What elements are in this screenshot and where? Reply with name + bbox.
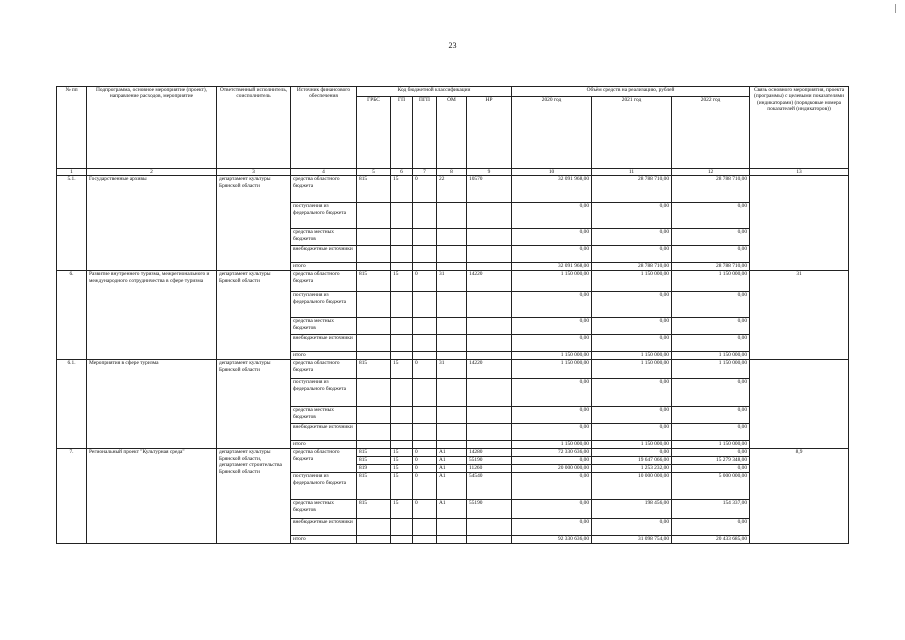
code-cell: 15 — [391, 271, 413, 292]
code-cell: 815 — [357, 176, 391, 203]
code-cell: 0 — [413, 176, 437, 203]
code-cell: 31 — [437, 271, 467, 292]
amount-cell: 198 456,00 — [592, 500, 672, 519]
col-index: 3 — [217, 169, 291, 176]
total-amount: 20 433 685,00 — [672, 536, 750, 544]
col-index: 4 — [291, 169, 357, 176]
header-source: Источник финансового обеспечения — [291, 87, 357, 169]
row-responsible: департамент культуры Брянской области, департамент строительства Брянской области — [217, 449, 291, 544]
amount-cell: 28 788 710,00 — [592, 176, 672, 203]
total-amount: 1 150 000,00 — [512, 352, 592, 360]
amount-cell: 1 150 000,00 — [592, 360, 672, 379]
header-om: ОМ — [437, 97, 467, 169]
source-cell: поступления из федерального бюджета — [291, 292, 357, 318]
code-cell: A1 — [437, 449, 467, 457]
source-cell: средства местных бюджетов — [291, 407, 357, 424]
code-cell: 55190 — [467, 457, 512, 465]
amount-cell: 0,00 — [672, 519, 750, 536]
amount-cell: 0,00 — [672, 318, 750, 335]
code-cell: 14220 — [467, 360, 512, 379]
link-cell: 8,9 — [750, 449, 849, 544]
code-cell: 815 — [357, 500, 391, 519]
source-cell: средства областного бюджета — [291, 449, 357, 473]
code-cell: A1 — [437, 500, 467, 519]
code-cell: 31 — [437, 360, 467, 379]
code-cell: 0 — [413, 473, 437, 500]
table-row — [57, 176, 849, 203]
code-cell: 0 — [413, 271, 437, 292]
amount-cell: 0,00 — [672, 449, 750, 457]
amount-cell: 0,00 — [512, 457, 592, 465]
amount-cell: 0,00 — [592, 407, 672, 424]
code-cell: 15 — [391, 500, 413, 519]
amount-cell: 1 150 000,00 — [672, 360, 750, 379]
code-cell: 54540 — [467, 473, 512, 500]
col-index: 11 — [592, 169, 672, 176]
total-amount: 28 788 710,00 — [672, 263, 750, 271]
amount-cell: 0,00 — [592, 424, 672, 441]
amount-cell: 28 788 710,00 — [672, 176, 750, 203]
col-index: 7 — [413, 169, 437, 176]
amount-cell: 0,00 — [672, 424, 750, 441]
code-cell: 815 — [357, 457, 391, 465]
amount-cell: 0,00 — [592, 229, 672, 246]
code-cell: 11260 — [467, 465, 512, 473]
amount-cell: 0,00 — [672, 246, 750, 263]
code-cell: 815 — [357, 360, 391, 379]
amount-cell: 32 091 968,00 — [512, 176, 592, 203]
code-cell: 0 — [413, 449, 437, 457]
total-amount: 1 150 000,00 — [672, 352, 750, 360]
amount-cell: 0,00 — [512, 519, 592, 536]
source-cell: внебюджетные источники — [291, 335, 357, 352]
source-cell: внебюджетные источники — [291, 246, 357, 263]
amount-cell: 0,00 — [672, 407, 750, 424]
row-number: 7. — [57, 449, 87, 544]
total-amount: 92 330 636,00 — [512, 536, 592, 544]
code-cell: 0 — [413, 500, 437, 519]
source-cell: средства областного бюджета — [291, 176, 357, 203]
row-responsible: департамент культуры Брянской области — [217, 271, 291, 360]
col-index: 2 — [87, 169, 217, 176]
amount-cell: 0,00 — [512, 246, 592, 263]
amount-cell: 154 337,00 — [672, 500, 750, 519]
link-cell: 31 — [750, 271, 849, 360]
amount-cell: 72 330 636,00 — [512, 449, 592, 457]
amount-cell: 0,00 — [592, 246, 672, 263]
source-cell: средства местных бюджетов — [291, 500, 357, 519]
table-row — [57, 449, 849, 457]
code-cell: 22 — [437, 176, 467, 203]
code-cell: A1 — [437, 465, 467, 473]
code-cell: 0 — [413, 465, 437, 473]
code-cell: 15 — [391, 465, 413, 473]
amount-cell: 0,00 — [672, 379, 750, 407]
total-amount: 28 788 710,00 — [592, 263, 672, 271]
table-row — [57, 360, 849, 379]
header-budget-code: Код бюджетной классификации — [357, 87, 512, 97]
code-cell: 819 — [357, 465, 391, 473]
col-index: 9 — [467, 169, 512, 176]
amount-cell: 0,00 — [512, 379, 592, 407]
header-2021: 2021 год — [592, 97, 672, 169]
header-link: Связь основного мероприятия, проекта (программы) с целевыми показателями (индикаторами) (порядковые номера показателей (индикаторов)) — [750, 87, 849, 169]
amount-cell: 0,00 — [592, 335, 672, 352]
amount-cell: 0,00 — [512, 292, 592, 318]
page-edge-mark — [895, 4, 896, 13]
row-responsible: департамент культуры Брянской области — [217, 176, 291, 271]
code-cell: 0 — [413, 360, 437, 379]
amount-cell: 0,00 — [512, 203, 592, 229]
amount-cell: 0,00 — [592, 379, 672, 407]
table-row — [57, 271, 849, 292]
code-cell: 55190 — [467, 500, 512, 519]
amount-cell: 19 647 066,00 — [592, 457, 672, 465]
code-cell: A1 — [437, 457, 467, 465]
source-cell: итого — [291, 263, 357, 271]
budget-table — [56, 86, 849, 544]
amount-cell: 0,00 — [512, 407, 592, 424]
source-cell: поступления из федерального бюджета — [291, 473, 357, 500]
col-index: 10 — [512, 169, 592, 176]
amount-cell: 0,00 — [672, 292, 750, 318]
source-cell: средства областного бюджета — [291, 360, 357, 379]
amount-cell: 15 279 348,00 — [672, 457, 750, 465]
amount-cell: 0,00 — [512, 229, 592, 246]
code-cell: 0 — [413, 457, 437, 465]
amount-cell: 0,00 — [672, 335, 750, 352]
header-nr: НР — [467, 97, 512, 169]
row-title: Мероприятия в сфере туризма — [87, 360, 217, 449]
col-index: 8 — [437, 169, 467, 176]
total-amount: 32 091 968,00 — [512, 263, 592, 271]
header-responsible: Ответственный исполнитель, соисполнитель — [217, 87, 291, 169]
amount-cell: 0,00 — [512, 318, 592, 335]
row-number: 6.1. — [57, 360, 87, 449]
amount-cell: 5 000 000,00 — [672, 473, 750, 500]
code-cell: 815 — [357, 271, 391, 292]
total-amount: 1 150 000,00 — [512, 441, 592, 449]
link-cell — [750, 176, 849, 271]
total-amount: 1 150 000,00 — [592, 352, 672, 360]
row-title: Государственные архивы — [87, 176, 217, 271]
source-cell: внебюджетные источники — [291, 519, 357, 536]
header-2022: 2022 год — [672, 97, 750, 169]
col-index: 1 — [57, 169, 87, 176]
total-amount: 1 150 000,00 — [672, 441, 750, 449]
code-cell: 15 — [391, 449, 413, 457]
header-program: Подпрограмма, основное мероприятие (проект), направление расходов, мероприятие — [87, 87, 217, 169]
total-amount: 1 150 000,00 — [592, 441, 672, 449]
header-num: № пп — [57, 87, 87, 169]
row-number: 5.1. — [57, 176, 87, 271]
amount-cell: 0,00 — [512, 473, 592, 500]
header-pgp: ПГП — [413, 97, 437, 169]
header-2020: 2020 год — [512, 97, 592, 169]
code-cell: 815 — [357, 449, 391, 457]
source-cell: средства местных бюджетов — [291, 229, 357, 246]
source-cell: внебюджетные источники — [291, 424, 357, 441]
header-gp: ГП — [391, 97, 413, 169]
row-responsible: департамент культуры Брянской области — [217, 360, 291, 449]
amount-cell: 0,00 — [672, 203, 750, 229]
row-title: Региональный проект "Культурная среда" — [87, 449, 217, 544]
code-cell: 10570 — [467, 176, 512, 203]
amount-cell: 0,00 — [512, 500, 592, 519]
amount-cell: 0,00 — [672, 465, 750, 473]
link-cell — [750, 360, 849, 449]
amount-cell: 1 253 232,00 — [592, 465, 672, 473]
amount-cell: 0,00 — [512, 335, 592, 352]
amount-cell: 0,00 — [592, 292, 672, 318]
amount-cell: 0,00 — [592, 318, 672, 335]
code-cell: 15 — [391, 457, 413, 465]
row-title: Развитие внутреннего туризма, межрегионального и международного сотрудничества в сфере туризма — [87, 271, 217, 360]
code-cell: 15 — [391, 176, 413, 203]
row-number: 6. — [57, 271, 87, 360]
amount-cell: 1 150 000,00 — [512, 360, 592, 379]
total-amount: 31 098 754,00 — [592, 536, 672, 544]
amount-cell: 0,00 — [592, 519, 672, 536]
source-cell: поступления из федерального бюджета — [291, 379, 357, 407]
code-cell: 15 — [391, 360, 413, 379]
code-cell: 15 — [391, 473, 413, 500]
source-cell: поступления из федерального бюджета — [291, 203, 357, 229]
source-cell: итого — [291, 352, 357, 360]
amount-cell: 1 150 000,00 — [672, 271, 750, 292]
amount-cell: 0,00 — [592, 449, 672, 457]
col-index: 6 — [391, 169, 413, 176]
source-cell: итого — [291, 441, 357, 449]
col-index: 12 — [672, 169, 750, 176]
source-cell: средства областного бюджета — [291, 271, 357, 292]
col-index: 13 — [750, 169, 849, 176]
code-cell: 14280 — [467, 449, 512, 457]
amount-cell: 1 150 000,00 — [512, 271, 592, 292]
page-number: 23 — [448, 41, 457, 50]
code-cell: 14220 — [467, 271, 512, 292]
header-volume: Объём средств на реализацию, рублей — [512, 87, 750, 97]
amount-cell: 0,00 — [592, 203, 672, 229]
col-index: 5 — [357, 169, 391, 176]
column-index-row — [57, 169, 849, 176]
code-cell: 815 — [357, 473, 391, 500]
header-grbs: ГРБС — [357, 97, 391, 169]
amount-cell: 1 150 000,00 — [592, 271, 672, 292]
amount-cell: 10 000 000,00 — [592, 473, 672, 500]
amount-cell: 20 000 000,00 — [512, 465, 592, 473]
source-cell: средства местных бюджетов — [291, 318, 357, 335]
amount-cell: 0,00 — [672, 229, 750, 246]
source-cell: итого — [291, 536, 357, 544]
code-cell: A1 — [437, 473, 467, 500]
amount-cell: 0,00 — [512, 424, 592, 441]
